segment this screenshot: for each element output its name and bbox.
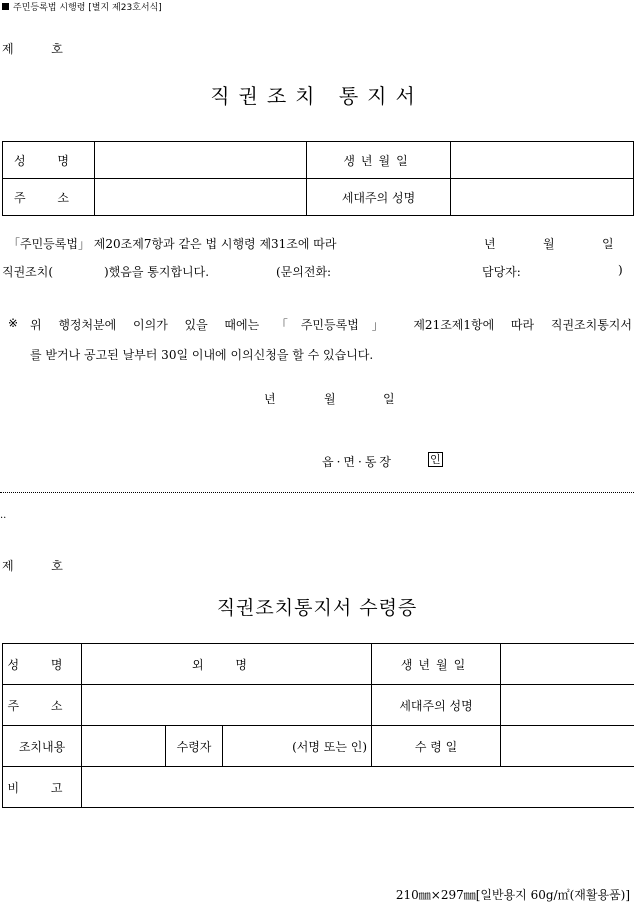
remark-field[interactable] <box>82 767 634 808</box>
receive-date-label: 수 령 일 <box>372 726 501 767</box>
table-row <box>3 685 634 726</box>
contact-phone-label: (문의전화: <box>276 265 332 279</box>
note-mark: ※ <box>8 316 19 330</box>
issuer-title: 읍·면·동장 <box>322 455 394 469</box>
receipt-number <box>2 557 63 574</box>
cut-line-dots: .. <box>0 510 7 521</box>
cut-line <box>0 492 634 493</box>
table-row <box>3 179 634 216</box>
receipt-title: 직권조치통지서 수령증 <box>216 597 418 619</box>
note-line-1: 위 행정처분에 이의가 있을 때에는 「주민등록법」 제21조제1항에 따라 직권조치통지서 <box>30 318 632 332</box>
receipt-birth-label: 생년월일 <box>372 644 501 685</box>
day-label: 일 <box>602 237 614 251</box>
closing-paren: ) <box>618 263 623 277</box>
number-suffix: 호 <box>51 559 63 573</box>
receipt-birth-field[interactable] <box>501 644 634 685</box>
receipt-householder-field[interactable] <box>501 685 634 726</box>
receipt-name-label: 성 명 <box>3 644 82 685</box>
number-prefix: 제 <box>2 42 14 56</box>
notice-info-table <box>2 141 634 216</box>
body-line-2-middle: )했음을 통지합니다. <box>104 265 210 279</box>
receipt-info-table <box>2 643 634 808</box>
notice-number <box>2 40 63 57</box>
name-field[interactable] <box>95 142 307 179</box>
foreign-name-field[interactable]: 외 명 <box>82 644 372 685</box>
date-month: 월 <box>324 392 336 406</box>
table-row <box>3 767 634 808</box>
address-field[interactable] <box>95 179 307 216</box>
number-suffix: 호 <box>51 42 63 56</box>
officer-label: 담당자: <box>482 265 521 279</box>
table-row <box>3 726 634 767</box>
receive-date-field[interactable] <box>501 726 634 767</box>
action-label: 조치내용 <box>3 726 82 767</box>
recipient-sign-field[interactable]: (서명 또는 인) <box>223 726 372 767</box>
notice-title: 직권조치 통지서 <box>210 84 424 108</box>
name-label: 성 명 <box>3 142 95 179</box>
square-bullet-icon <box>2 3 9 10</box>
birth-label: 생년월일 <box>307 142 451 179</box>
note-line-2: 를 받거나 공고된 날부터 30일 이내에 이의신청을 할 수 있습니다. <box>30 348 374 362</box>
body-line-1: 「주민등록법」 제20조제7항과 같은 법 시행령 제31조에 따라 <box>8 237 337 251</box>
month-label: 월 <box>543 237 555 251</box>
householder-label: 세대주의 성명 <box>307 179 451 216</box>
date-year: 년 <box>264 392 276 406</box>
table-row <box>3 142 634 179</box>
remark-label: 비 고 <box>3 767 82 808</box>
law-reference: 주민등록법 시행령 [별지 제23호서식] <box>2 0 162 13</box>
year-label: 년 <box>484 237 496 251</box>
table-row <box>3 644 634 685</box>
number-prefix: 제 <box>2 559 14 573</box>
receipt-householder-label: 세대주의 성명 <box>372 685 501 726</box>
action-field[interactable] <box>82 726 166 767</box>
date-day: 일 <box>383 392 395 406</box>
paper-spec: 210㎜×297㎜[일반용지 60g/㎡(재활용품)] <box>395 888 630 902</box>
receipt-address-label: 주 소 <box>3 685 82 726</box>
birth-field[interactable] <box>451 142 634 179</box>
body-line-2-start: 직권조치( <box>2 265 54 279</box>
address-label: 주 소 <box>3 179 95 216</box>
recipient-label: 수령자 <box>166 726 223 767</box>
householder-field[interactable] <box>451 179 634 216</box>
receipt-address-field[interactable] <box>82 685 372 726</box>
seal-mark: 인 <box>430 453 441 466</box>
